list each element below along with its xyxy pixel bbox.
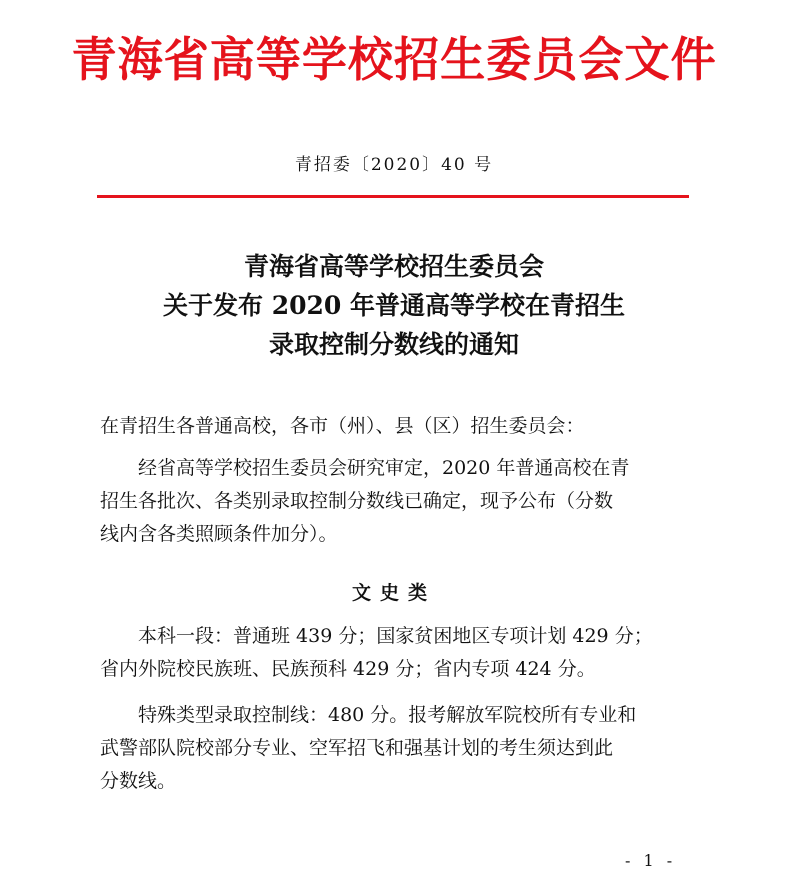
document-number: 青招委〔2020〕40 号 — [294, 155, 494, 175]
document-header-title: 青海省高等学校招生委员会文件 — [71, 33, 717, 88]
special-type-paragraph — [100, 699, 690, 798]
notice-title — [0, 247, 788, 364]
section-heading-liberal-arts: 文史类 — [351, 582, 436, 604]
paragraph-line: 线内含各类照顾条件加分）。 — [100, 523, 338, 545]
paragraph-line: 本科一段：普通班 439 分；国家贫困地区专项计划 429 分； — [100, 625, 653, 647]
intro-paragraph — [100, 452, 690, 551]
paragraph-line: 武警部队院校部分专业、空军招飞和强基计划的考生须达到此 — [100, 737, 614, 759]
paragraph-line: 招生各批次、各类别录取控制分数线已确定，现予公布（分数 — [100, 490, 614, 512]
notice-title-line: 青海省高等学校招生委员会 — [243, 252, 544, 281]
notice-title-line: 录取控制分数线的通知 — [268, 330, 519, 359]
notice-title-line: 关于发布 2020 年普通高等学校在青招生 — [163, 291, 625, 320]
paragraph-line: 特殊类型录取控制线：480 分。报考解放军院校所有专业和 — [100, 704, 637, 726]
page-number: - 1 - — [625, 851, 677, 870]
paragraph-line: 分数线。 — [100, 770, 177, 792]
salutation: 在青招生各普通高校，各市（州）、县（区）招生委员会： — [100, 415, 585, 437]
red-divider-line — [97, 195, 689, 198]
paragraph-line: 省内外院校民族班、民族预科 429 分；省内专项 424 分。 — [100, 658, 596, 680]
paragraph-line: 经省高等学校招生委员会研究审定，2020 年普通高校在青 — [100, 457, 630, 479]
tier1-paragraph — [100, 620, 690, 686]
